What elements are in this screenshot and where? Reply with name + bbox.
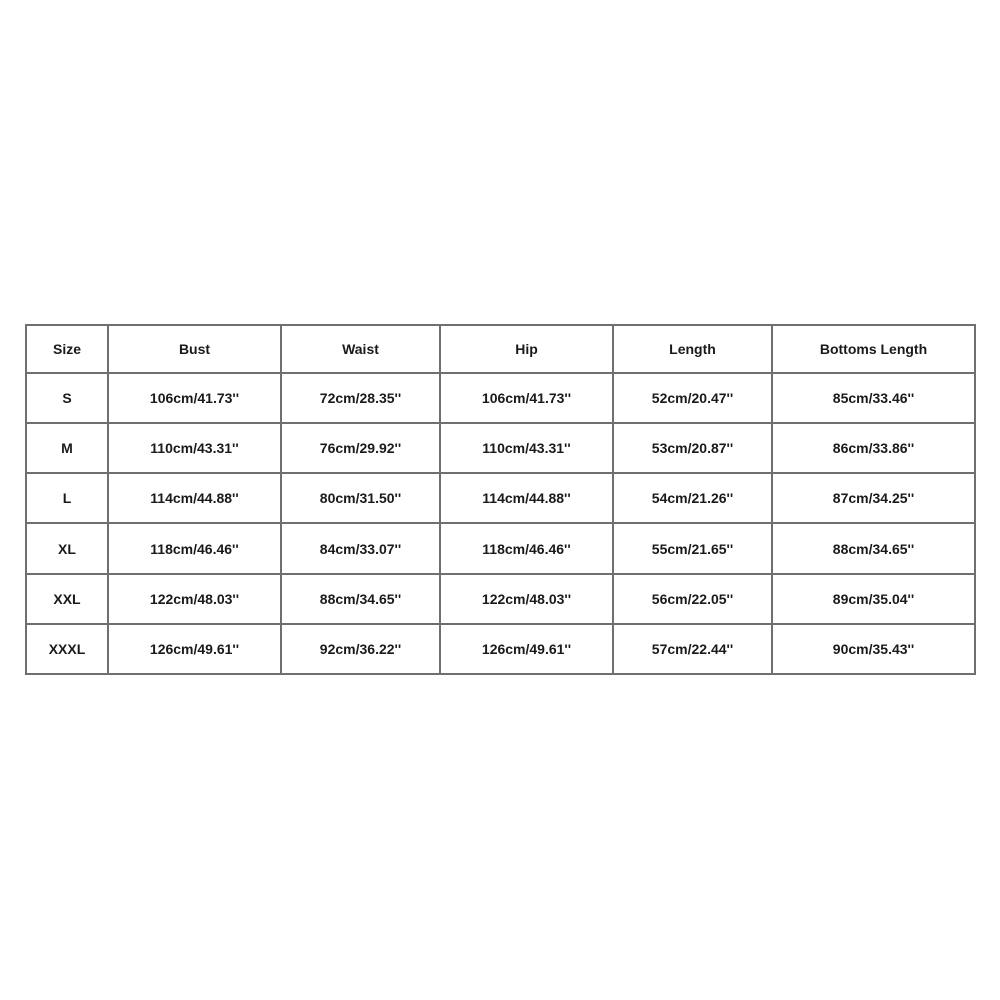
- cell-waist: 80cm/31.50'': [281, 473, 440, 523]
- cell-bottoms-length: 90cm/35.43'': [772, 624, 975, 674]
- cell-size: XL: [26, 523, 108, 573]
- cell-waist: 76cm/29.92'': [281, 423, 440, 473]
- cell-bust: 110cm/43.31'': [108, 423, 281, 473]
- cell-hip: 118cm/46.46'': [440, 523, 613, 573]
- cell-waist: 84cm/33.07'': [281, 523, 440, 573]
- table-row: [26, 473, 975, 523]
- cell-bottoms-length: 86cm/33.86'': [772, 423, 975, 473]
- cell-hip: 122cm/48.03'': [440, 574, 613, 624]
- cell-hip: 126cm/49.61'': [440, 624, 613, 674]
- cell-length: 53cm/20.87'': [613, 423, 772, 473]
- header-bottoms-length: Bottoms Length: [772, 325, 975, 373]
- header-waist: Waist: [281, 325, 440, 373]
- cell-length: 57cm/22.44'': [613, 624, 772, 674]
- header-hip: Hip: [440, 325, 613, 373]
- cell-bottoms-length: 89cm/35.04'': [772, 574, 975, 624]
- header-row: [26, 325, 975, 373]
- cell-bust: 114cm/44.88'': [108, 473, 281, 523]
- cell-length: 52cm/20.47'': [613, 373, 772, 423]
- size-chart-header: [26, 325, 975, 373]
- cell-waist: 88cm/34.65'': [281, 574, 440, 624]
- cell-hip: 114cm/44.88'': [440, 473, 613, 523]
- table-row: [26, 523, 975, 573]
- cell-bust: 126cm/49.61'': [108, 624, 281, 674]
- size-chart-table: [25, 324, 976, 675]
- header-size: Size: [26, 325, 108, 373]
- cell-waist: 92cm/36.22'': [281, 624, 440, 674]
- cell-hip: 110cm/43.31'': [440, 423, 613, 473]
- size-chart-body: [26, 373, 975, 674]
- cell-bust: 106cm/41.73'': [108, 373, 281, 423]
- cell-size: M: [26, 423, 108, 473]
- cell-size: L: [26, 473, 108, 523]
- cell-length: 54cm/21.26'': [613, 473, 772, 523]
- cell-length: 55cm/21.65'': [613, 523, 772, 573]
- cell-bottoms-length: 88cm/34.65'': [772, 523, 975, 573]
- header-length: Length: [613, 325, 772, 373]
- cell-size: S: [26, 373, 108, 423]
- table-row: [26, 574, 975, 624]
- table-row: [26, 423, 975, 473]
- cell-bottoms-length: 85cm/33.46'': [772, 373, 975, 423]
- cell-size: XXXL: [26, 624, 108, 674]
- table-row: [26, 624, 975, 674]
- table-row: [26, 373, 975, 423]
- cell-hip: 106cm/41.73'': [440, 373, 613, 423]
- cell-bust: 118cm/46.46'': [108, 523, 281, 573]
- cell-bottoms-length: 87cm/34.25'': [772, 473, 975, 523]
- header-bust: Bust: [108, 325, 281, 373]
- cell-bust: 122cm/48.03'': [108, 574, 281, 624]
- cell-size: XXL: [26, 574, 108, 624]
- cell-waist: 72cm/28.35'': [281, 373, 440, 423]
- cell-length: 56cm/22.05'': [613, 574, 772, 624]
